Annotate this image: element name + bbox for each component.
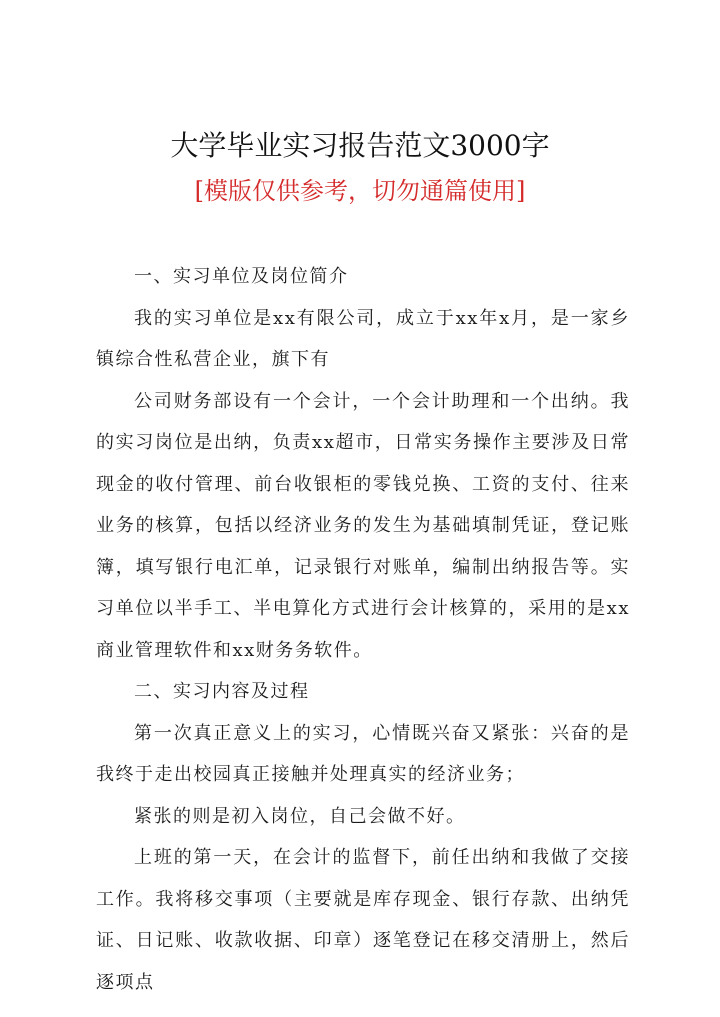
document-body — [96, 256, 630, 1003]
document-title: 大学毕业实习报告范文3000字 — [170, 129, 550, 162]
paragraph-unit-description: 我的实习单位是xx有限公司，成立于xx年x月，是一家乡镇综合性私营企业，旗下有 — [96, 307, 630, 370]
section-heading-content-process: 二、实习内容及过程 — [134, 681, 310, 702]
paragraph-nervous: 紧张的则是初入岗位，自己会做不好。 — [134, 805, 466, 827]
paragraph-first-internship: 第一次真正意义上的实习，心情既兴奋又紧张：兴奋的是我终于走出校园真正接触并处理真实的经济业务； — [96, 722, 630, 785]
section-heading-unit-intro: 一、实习单位及岗位简介 — [134, 266, 349, 287]
paragraph-finance-department: 公司财务部设有一个会计，一个会计助理和一个出纳。我的实习岗位是出纳，负责xx超市，日常实务操作主要涉及日常现金的收付管理、前台收银柜的零钱兑换、工资的支付、往来业务的核算，包括以经济业务的发生为基础填制凭证，登记账簿，填写银行电汇单，记录银行对账单，编制出纳报告等。实习单位以半手工、半电算化方式进行会计核算的，采用的是xx商业管理软件和xx财务务软件。 — [96, 390, 630, 661]
template-notice: [模版仅供参考，切勿通篇使用] — [194, 177, 526, 205]
paragraph-first-day: 上班的第一天，在会计的监督下，前任出纳和我做了交接工作。我将移交事项（主要就是库存现金、银行存款、出纳凭证、日记账、收款收据、印章）逐笔登记在移交清册上，然后逐项点 — [96, 847, 630, 993]
